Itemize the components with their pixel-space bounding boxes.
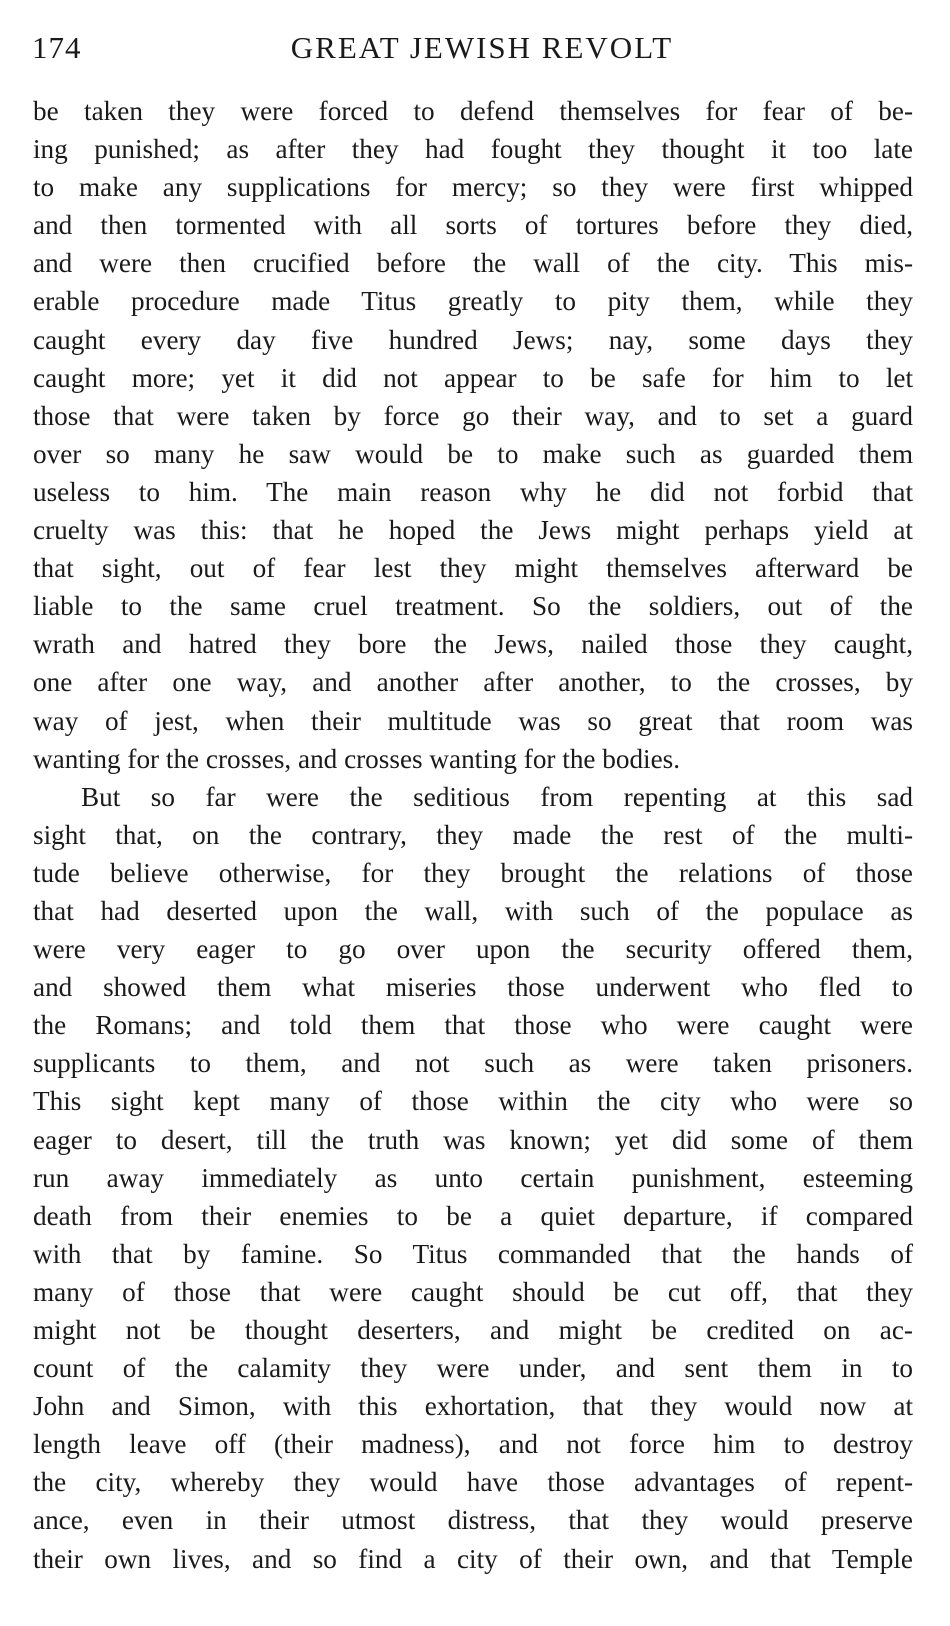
text-line: were very eager to go over upon the security offered them, xyxy=(33,934,913,965)
text-line: wrath and hatred they bore the Jews, nailed those they caught, xyxy=(33,629,913,660)
text-line: to make any supplications for mercy; so they were first whipped xyxy=(33,172,913,203)
text-line: liable to the same cruel treatment. So the soldiers, out of the xyxy=(33,591,913,622)
text-line: eager to desert, till the truth was known; yet did some of them xyxy=(33,1124,913,1155)
text-line: length leave off (their madness), and not force him to destroy xyxy=(33,1429,913,1460)
text-line: sight that, on the contrary, they made the rest of the multi- xyxy=(33,819,913,850)
text-line: death from their enemies to be a quiet departure, if compared xyxy=(33,1200,913,1231)
text-line: the Romans; and told them that those who were caught were xyxy=(33,1010,913,1041)
body-text xyxy=(33,92,913,1578)
text-line: caught every day five hundred Jews; nay, some days they xyxy=(33,324,913,355)
text-line: with that by famine. So Titus commanded that the hands of xyxy=(33,1238,913,1269)
text-line: be taken they were forced to defend themselves for fear of be- xyxy=(33,96,913,126)
text-line: and then tormented with all sorts of tortures before they died, xyxy=(33,210,913,241)
paragraph-start-line: But so far were the seditious from repenting at this sad xyxy=(81,781,913,812)
text-line: that had deserted upon the wall, with such of the populace as xyxy=(33,895,913,926)
text-line: one after one way, and another after another, to the crosses, by xyxy=(33,667,913,698)
text-line: their own lives, and so find a city of their own, and that Temple xyxy=(33,1543,913,1574)
text-line: that sight, out of fear lest they might themselves afterward be xyxy=(33,553,913,584)
text-line: the city, whereby they would have those advantages of repent- xyxy=(33,1467,913,1498)
running-head: GREAT JEWISH REVOLT xyxy=(290,30,674,65)
paragraph-end-line: wanting for the crosses, and crosses wanting for the bodies. xyxy=(33,743,681,774)
text-line: and were then crucified before the wall of the city. This mis- xyxy=(33,248,913,279)
text-line: John and Simon, with this exhortation, that they would now at xyxy=(33,1391,913,1422)
page-number: 174 xyxy=(32,30,82,65)
text-line: supplicants to them, and not such as were taken prisoners. xyxy=(33,1048,913,1079)
text-line: ance, even in their utmost distress, that they would preserve xyxy=(33,1505,913,1536)
text-line: count of the calamity they were under, and sent them in to xyxy=(33,1353,913,1384)
text-line: useless to him. The main reason why he did not forbid that xyxy=(33,476,913,507)
text-line: many of those that were caught should be cut off, that they xyxy=(33,1276,913,1307)
text-line: and showed them what miseries those underwent who fled to xyxy=(33,972,913,1003)
text-line: erable procedure made Titus greatly to pity them, while they xyxy=(33,286,913,317)
page-header xyxy=(32,30,912,80)
text-line: ing punished; as after they had fought they thought it too late xyxy=(33,134,913,165)
text-line: those that were taken by force go their way, and to set a guard xyxy=(33,400,913,431)
text-line: caught more; yet it did not appear to be safe for him to let xyxy=(33,362,913,393)
text-line: tude believe otherwise, for they brought the relations of those xyxy=(33,857,913,888)
text-line: over so many he saw would be to make such as guarded them xyxy=(33,438,913,469)
text-line: cruelty was this: that he hoped the Jews might perhaps yield at xyxy=(33,515,913,546)
text-line: This sight kept many of those within the city who were so xyxy=(33,1086,913,1117)
text-line: might not be thought deserters, and might be credited on ac- xyxy=(33,1315,913,1345)
text-line: run away immediately as unto certain punishment, esteeming xyxy=(33,1162,913,1193)
text-line: way of jest, when their multitude was so great that room was xyxy=(33,705,913,736)
